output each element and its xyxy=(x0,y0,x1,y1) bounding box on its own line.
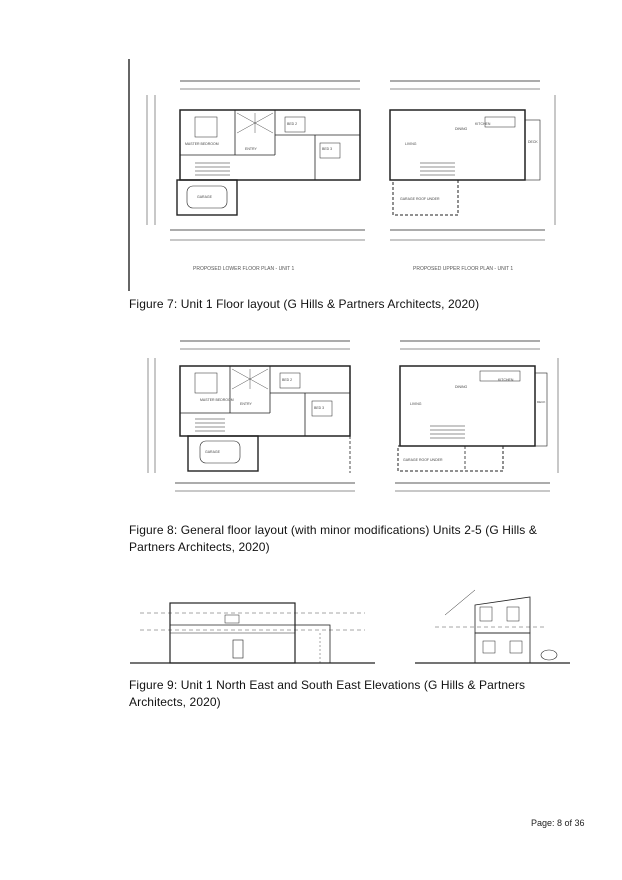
svg-text:DINING: DINING xyxy=(455,385,468,389)
svg-text:MASTER BEDROOM: MASTER BEDROOM xyxy=(200,398,234,402)
page-number: Page: 8 of 36 xyxy=(531,818,585,828)
lower-floor-plan-unit-1 xyxy=(147,81,365,272)
svg-text:PROPOSED LOWER FLOOR PLAN - UN: PROPOSED LOWER FLOOR PLAN - UNIT 1 xyxy=(193,266,295,272)
svg-text:DECK: DECK xyxy=(537,400,546,404)
upper-floor-plan-unit-1 xyxy=(390,81,555,272)
figure-8-floor-plans xyxy=(140,333,580,503)
upper-floor-plan-units-2-5 xyxy=(395,341,558,491)
figure-9-caption: Figure 9: Unit 1 North East and South East Elevations (G Hills & Partners Architects, 2020) xyxy=(129,678,526,709)
svg-text:GARAGE: GARAGE xyxy=(197,195,212,199)
figure-7-caption: Figure 7: Unit 1 Floor layout (G Hills & Partners Architects, 2020) xyxy=(129,297,480,311)
svg-text:DECK: DECK xyxy=(528,140,538,144)
svg-text:KITCHEN: KITCHEN xyxy=(498,378,514,382)
svg-text:GARAGE ROOF UNDER: GARAGE ROOF UNDER xyxy=(403,458,443,462)
svg-text:DINING: DINING xyxy=(455,127,468,131)
svg-text:KITCHEN: KITCHEN xyxy=(475,122,491,126)
svg-text:BED 3: BED 3 xyxy=(314,406,325,410)
svg-text:GARAGE ROOF UNDER: GARAGE ROOF UNDER xyxy=(400,197,440,201)
svg-text:ENTRY: ENTRY xyxy=(245,147,257,151)
svg-text:MASTER BEDROOM: MASTER BEDROOM xyxy=(185,142,219,146)
svg-text:BED 2: BED 2 xyxy=(282,378,293,382)
svg-text:LIVING: LIVING xyxy=(405,142,417,146)
south-east-elevation xyxy=(415,590,570,663)
svg-text:LIVING: LIVING xyxy=(410,402,422,406)
figure-9-elevations xyxy=(125,585,575,670)
svg-text:PROPOSED UPPER FLOOR PLAN - UN: PROPOSED UPPER FLOOR PLAN - UNIT 1 xyxy=(413,266,514,272)
figure-7-floor-plans xyxy=(125,55,575,295)
svg-text:BED 2: BED 2 xyxy=(287,122,298,126)
svg-text:BED 3: BED 3 xyxy=(322,147,333,151)
svg-text:GARAGE: GARAGE xyxy=(205,450,220,454)
lower-floor-plan-units-2-5 xyxy=(148,341,355,491)
north-east-elevation xyxy=(130,603,375,663)
svg-text:ENTRY: ENTRY xyxy=(240,402,252,406)
figure-8-caption: Figure 8: General floor layout (with minor modifications) Units 2-5 (G Hills & Partners Architects, 2020) xyxy=(129,523,537,554)
